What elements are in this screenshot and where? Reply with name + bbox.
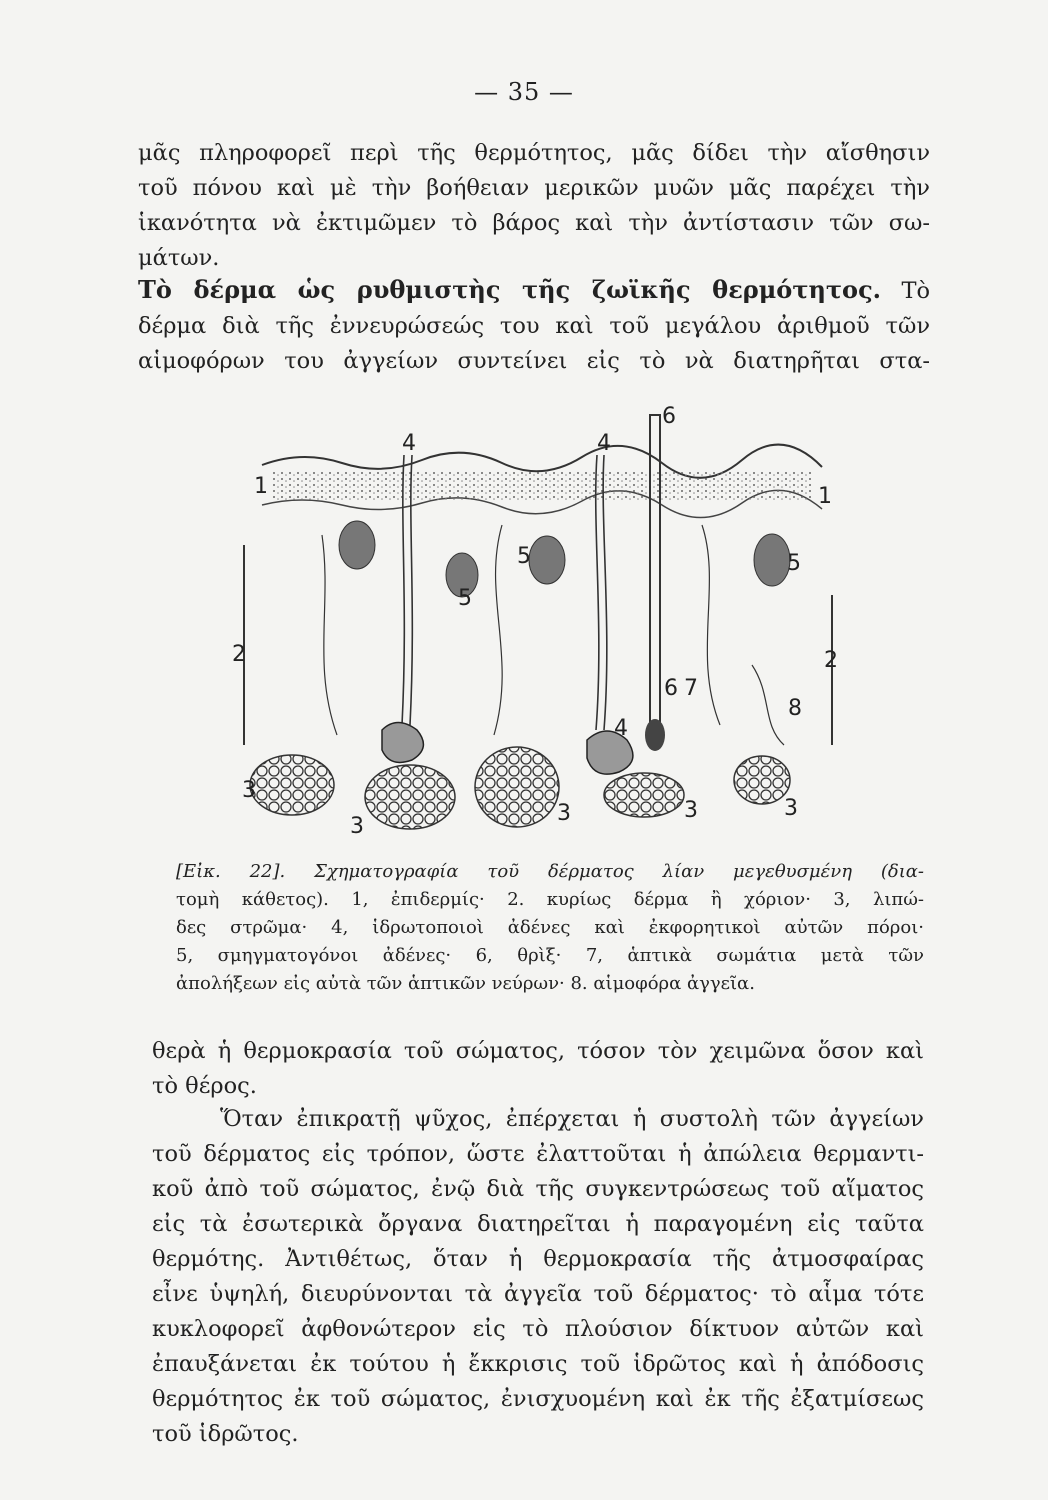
caption-line: δες στρῶμα· 4, ἱδρωτοποιοὶ ἀδένες καὶ ἐκφορητικοὶ αὐτῶν πόροι·: [176, 917, 924, 938]
label-dermis-right: 2: [824, 648, 838, 673]
text-line: δέρμα διὰ τῆς ἐννευρώσεώς του καὶ τοῦ μεγάλου ἀριθμοῦ τῶν: [138, 313, 930, 339]
text-line: αἱμοφόρων του ἀγγείων συντείνει εἰς τὸ νὰ διατηρῆται στα-: [138, 348, 930, 374]
label-fat-d: 3: [684, 798, 698, 823]
caption-title: [Εἰκ. 22]. Σχηματογραφία τοῦ δέρματος λίαν μεγεθυσμένη (δια-: [176, 861, 924, 882]
label-sweat-c: 4: [614, 716, 628, 741]
label-hair: 6: [662, 405, 676, 429]
paragraph-constant-temperature: [152, 1034, 924, 1104]
label-sweat-a: 4: [402, 431, 416, 456]
paragraph-thermoregulation: [138, 272, 930, 379]
label-fat-c: 3: [557, 801, 571, 826]
text-line: κοῦ ἀπὸ τοῦ σώματος, ἐνῷ διὰ τῆς συγκεντρώσεως τοῦ αἵματος: [152, 1176, 924, 1202]
text-line: θερμότητος ἐκ τοῦ σώματος, ἐνισχυομένη καὶ ἐκ τῆς ἐξατμίσεως: [152, 1386, 924, 1412]
sebaceous-glands: [339, 521, 790, 597]
label-touch-corpuscle: 7: [684, 676, 698, 701]
caption-line: 5, σμηγματογόνοι ἀδένες· 6, θρὶξ· 7, ἁπτικὰ σωμάτια μετὰ τῶν: [176, 945, 924, 966]
fat-lobules: [250, 747, 790, 829]
label-sebaceous-a: 5: [458, 586, 472, 611]
label-epidermis: 1: [254, 474, 268, 499]
text-line: εἰς τὰ ἐσωτερικὰ ὄργανα διατηρεῖται ἡ παραγομένη εἰς ταῦτα: [152, 1211, 924, 1237]
text-line: μᾶς πληροφορεῖ περὶ τῆς θερμότητος, μᾶς δίδει τὴν αἴσθησιν: [138, 140, 930, 166]
text-line: ἐπαυξάνεται ἐκ τούτου ἡ ἔκκρισις τοῦ ἱδρῶτος καὶ ἡ ἀπόδοσις: [152, 1351, 924, 1377]
text-line: θερμότης. Ἀντιθέτως, ὅταν ἡ θερμοκρασία τῆς ἀτμοσφαίρας: [152, 1246, 924, 1272]
label-vessels: 8: [788, 696, 802, 721]
label-dermis: 2: [232, 642, 246, 667]
section-heading: Τὸ δέρμα ὡς ρυθμιστὴς τῆς ζωϊκῆς θερμότητος.: [138, 275, 882, 304]
paragraph-cold-heat: [152, 1102, 924, 1452]
text-line: τοῦ πόνου καὶ μὲ τὴν βοήθειαν μερικῶν μυῶν μᾶς παρέχει τὴν: [138, 175, 930, 201]
text-line: εἶνε ὑψηλή, διευρύνονται τὰ ἀγγεῖα τοῦ δέρματος· τὸ αἷμα τότε: [152, 1281, 924, 1307]
heading-line: [138, 272, 930, 309]
text-line: ἱκανότητα νὰ ἐκτιμῶμεν τὸ βάρος καὶ τὴν ἀντίστασιν τῶν σω-: [138, 210, 930, 236]
text-line: κυκλοφορεῖ ἀφθονώτερον εἰς τὸ πλούσιον δίκτυον αὐτῶν καὶ: [152, 1316, 924, 1342]
caption-line: ἀπολήξεων εἰς αὐτὰ τῶν ἁπτικῶν νεύρων· 8. αἱμοφόρα ἀγγεῖα.: [176, 973, 755, 994]
label-epidermis-right: 1: [818, 484, 832, 509]
epidermis-stipple: [272, 470, 812, 502]
heading-tail: Τὸ: [901, 278, 931, 304]
text-line: τοῦ ἱδρῶτος.: [152, 1421, 299, 1447]
caption-line: τομὴ κάθετος). 1, ἐπιδερμίς· 2. κυρίως δέρμα ἢ χόριον· 3, λιπώ-: [176, 889, 924, 910]
label-sebaceous-c: 5: [787, 551, 801, 576]
label-fat-e: 3: [784, 796, 798, 821]
paragraph-touch: [138, 136, 930, 276]
text-line: τὸ θέρος.: [152, 1073, 257, 1099]
label-sebaceous-b: 5: [517, 544, 531, 569]
text-line: μάτων.: [138, 245, 220, 271]
label-fat-a: 3: [242, 778, 256, 803]
text-line: τοῦ δέρματος εἰς τρόπον, ὥστε ἐλαττοῦται ἡ ἀπώλεια θερμαντι-: [152, 1141, 924, 1167]
skin-cross-section-figure: [232, 405, 848, 845]
label-hair-b: 6: [664, 676, 678, 701]
hair-shaft: [645, 415, 665, 751]
label-fat-b: 3: [350, 814, 364, 839]
figure-caption: [176, 858, 924, 998]
label-sweat-b: 4: [597, 431, 611, 456]
text-line: θερὰ ἡ θερμοκρασία τοῦ σώματος, τόσον τὸν χειμῶνα ὅσον καὶ: [152, 1038, 924, 1064]
page-number: — 35 —: [474, 78, 574, 106]
text-line: Ὅταν ἐπικρατῇ ψῦχος, ἐπέρχεται ἡ συστολὴ τῶν ἀγγείων: [220, 1106, 924, 1132]
